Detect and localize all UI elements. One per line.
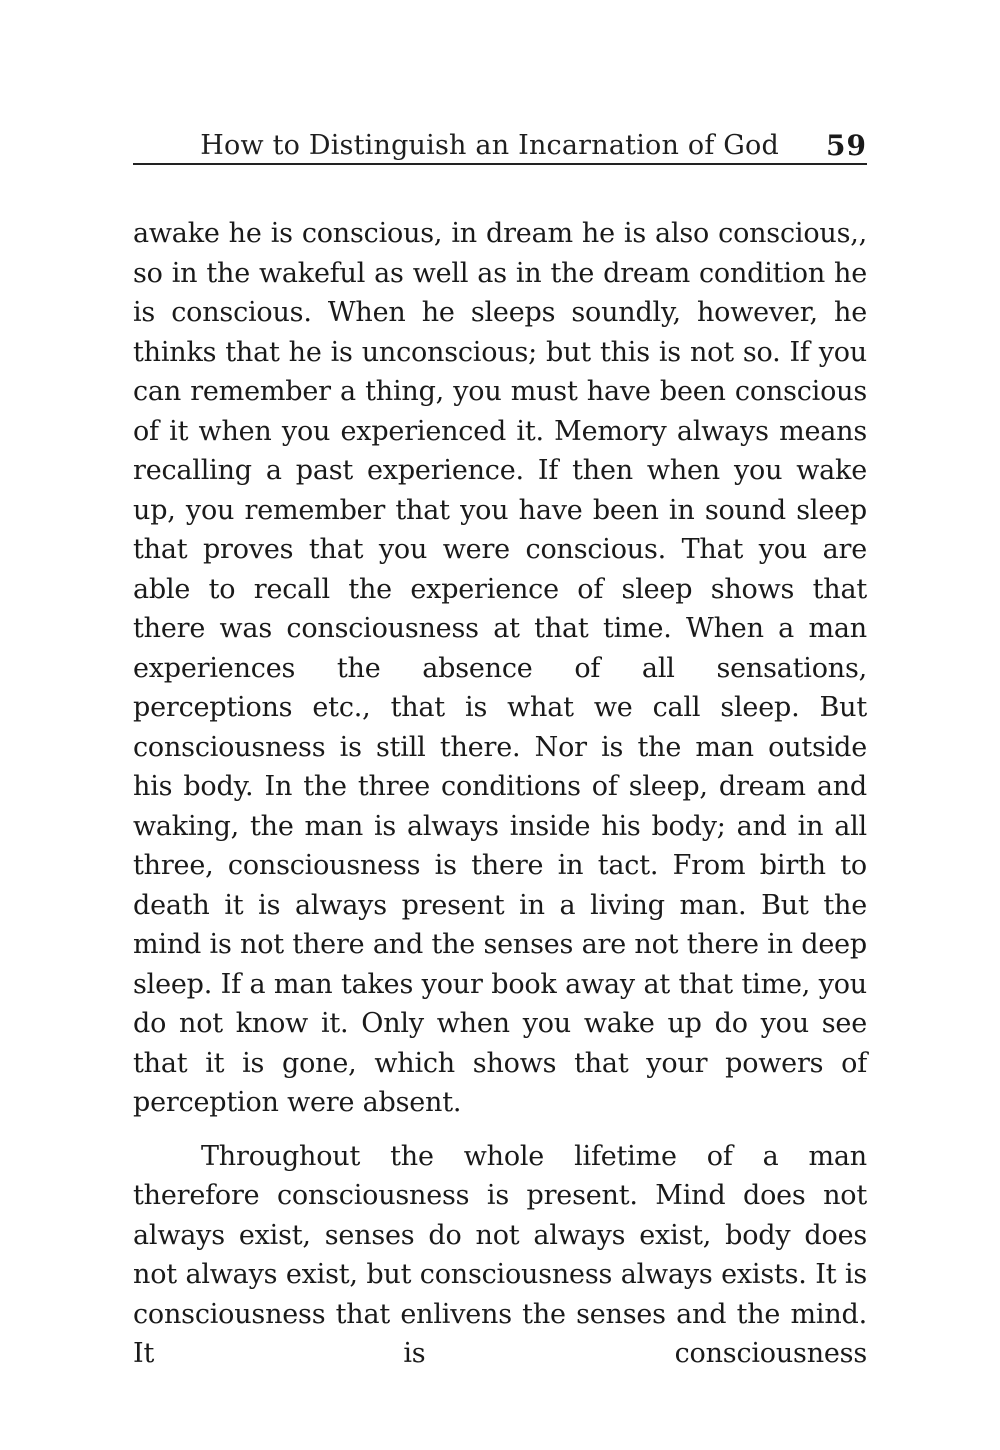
body-text <box>133 214 867 1374</box>
page-header <box>133 128 867 164</box>
page-number: 59 <box>826 129 867 162</box>
running-head: How to Distinguish an Incarnation of God <box>200 130 779 161</box>
paragraph: awake he is conscious, in dream he is also conscious,, so in the wakeful as well as in the dream condition he is conscious. When he sleeps soundly, however, he thinks that he is unconscious; but this is not so. If you can remember a thing, you must have been conscious of it when you experienced it. Memory always means recalling a past experience. If then when you wake up, you remember that you have been in sound sleep that proves that you were conscious. That you are able to recall the experience of sleep shows that there was consciousness at that time. When a man experiences the absence of all sensations, perceptions etc., that is what we call sleep. But consciousness is still there. Nor is the man outside his body. In the three conditions of sleep, dream and waking, the man is always inside his body; and in all three, consciousness is there in tact. From birth to death it is always present in a living man. But the mind is not there and the senses are not there in deep sleep. If a man takes your book away at that time, you do not know it. Only when you wake up do you see that it is gone, which shows that your powers of perception were absent. <box>133 218 867 1118</box>
paragraph: Throughout the whole lifetime of a man therefore consciousness is present. Mind does not always exist, senses do not always exist, body does not always exist, but consciousness always exists. It is consciousness that enlivens the senses and the mind. It is consciousness <box>133 1140 867 1369</box>
header-rule <box>133 163 867 165</box>
